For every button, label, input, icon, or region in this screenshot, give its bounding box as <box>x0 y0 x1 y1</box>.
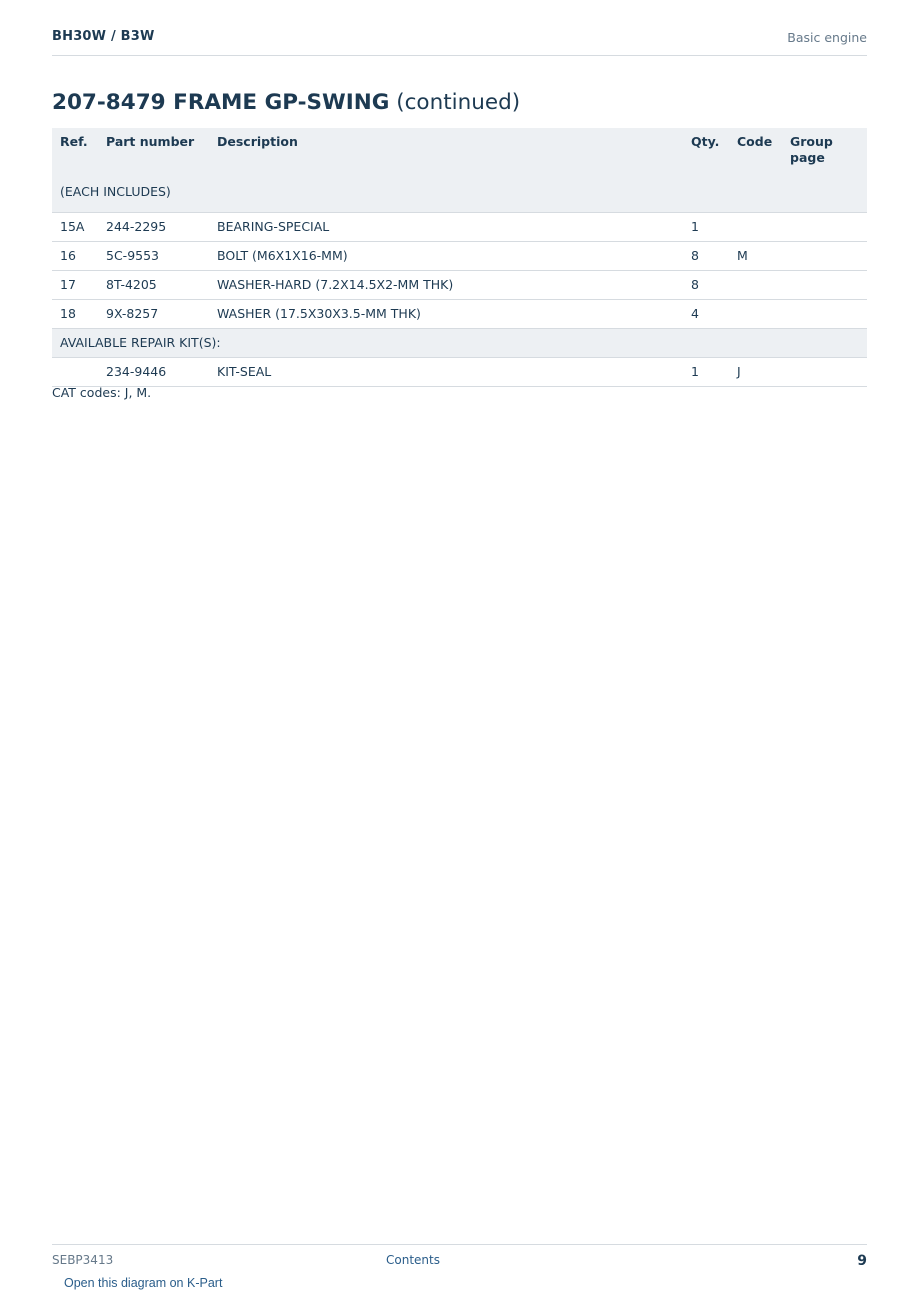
each-includes-row <box>52 172 867 212</box>
table-row <box>52 241 867 270</box>
part-number-cell: 234-9446 <box>98 357 209 386</box>
code-cell <box>729 299 782 328</box>
page-header <box>52 28 867 56</box>
ref-cell: 15A <box>52 212 98 241</box>
code-cell: M <box>729 241 782 270</box>
column-header-part-number: Part number <box>98 128 209 172</box>
table-row <box>52 270 867 299</box>
part-number-cell: 8T-4205 <box>98 270 209 299</box>
description-cell: WASHER (17.5X30X3.5-MM THK) <box>209 299 683 328</box>
group-page-cell <box>782 299 867 328</box>
table-row <box>52 212 867 241</box>
ref-cell: 16 <box>52 241 98 270</box>
group-page-cell <box>782 212 867 241</box>
table-header-row <box>52 128 867 172</box>
table-row <box>52 299 867 328</box>
group-page-cell <box>782 241 867 270</box>
table-row <box>52 357 867 386</box>
column-header-ref: Ref. <box>52 128 98 172</box>
repair-kit-heading-row <box>52 328 867 357</box>
ref-cell: 18 <box>52 299 98 328</box>
contents-link[interactable]: Contents <box>386 1253 440 1267</box>
code-cell <box>729 270 782 299</box>
repair-kit-heading: AVAILABLE REPAIR KIT(S): <box>52 328 867 357</box>
title-main: 207-8479 FRAME GP-SWING <box>52 90 390 115</box>
column-header-code: Code <box>729 128 782 172</box>
page-footer <box>52 1244 867 1275</box>
code-cell <box>729 212 782 241</box>
description-cell: KIT-SEAL <box>209 357 683 386</box>
qty-cell: 4 <box>683 299 729 328</box>
open-k-part-link[interactable]: Open this diagram on K-Part <box>64 1276 223 1290</box>
section-label: Basic engine <box>787 30 867 45</box>
column-header-description: Description <box>209 128 683 172</box>
page-number: 9 <box>857 1253 867 1269</box>
qty-cell: 8 <box>683 270 729 299</box>
column-header-qty: Qty. <box>683 128 729 172</box>
ref-cell <box>52 357 98 386</box>
description-cell: BOLT (M6X1X16-MM) <box>209 241 683 270</box>
ref-cell: 17 <box>52 270 98 299</box>
code-cell: J <box>729 357 782 386</box>
part-number-cell: 244-2295 <box>98 212 209 241</box>
title-suffix: (continued) <box>396 90 521 115</box>
each-includes-note: (EACH INCLUDES) <box>52 172 867 212</box>
description-cell: WASHER-HARD (7.2X14.5X2-MM THK) <box>209 270 683 299</box>
qty-cell: 1 <box>683 212 729 241</box>
document-id: SEBP3413 <box>52 1253 114 1267</box>
page-title <box>52 89 520 117</box>
part-number-cell: 5C-9553 <box>98 241 209 270</box>
model-label: BH30W / B3W <box>52 29 155 44</box>
cat-codes-note: CAT codes: J, M. <box>52 385 152 400</box>
parts-table <box>52 128 867 387</box>
column-header-group-page: Group page <box>782 128 867 172</box>
part-number-cell: 9X-8257 <box>98 299 209 328</box>
group-page-cell <box>782 270 867 299</box>
qty-cell: 1 <box>683 357 729 386</box>
group-page-cell <box>782 357 867 386</box>
qty-cell: 8 <box>683 241 729 270</box>
description-cell: BEARING-SPECIAL <box>209 212 683 241</box>
